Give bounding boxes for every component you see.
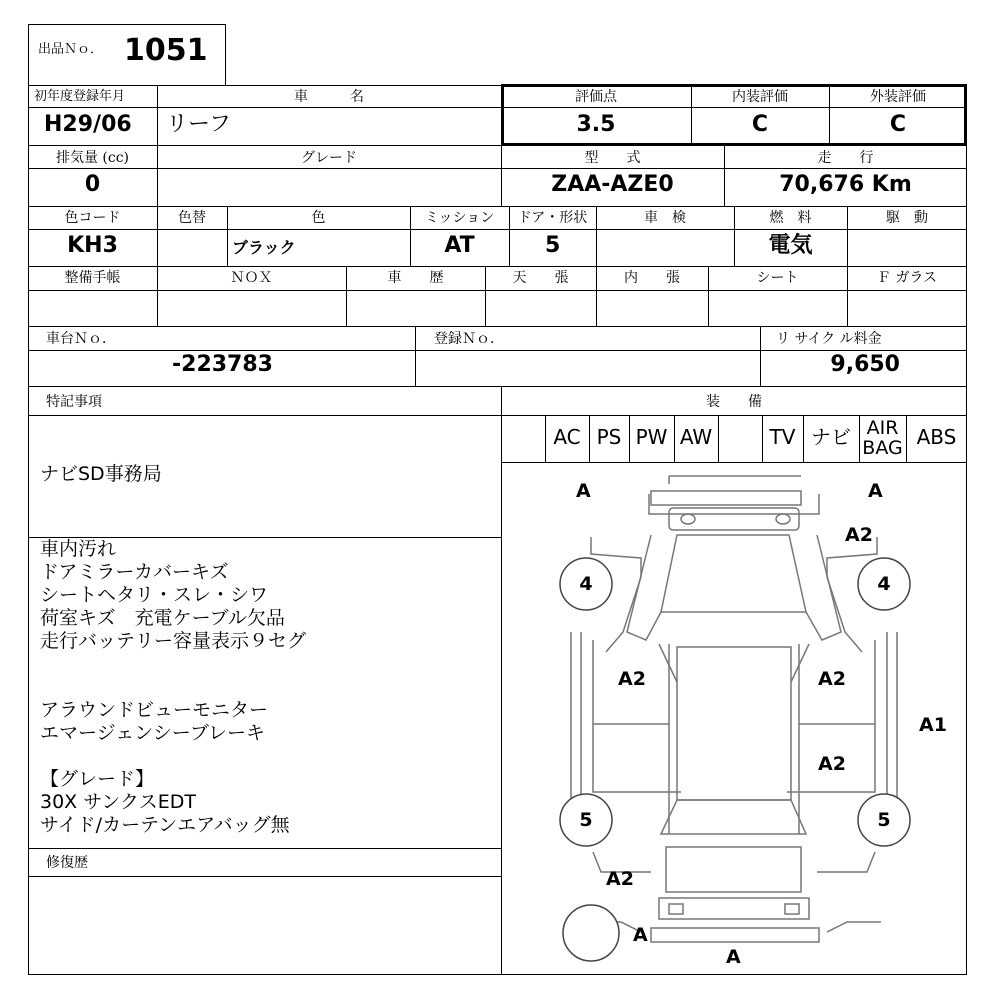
score-label: 評価点 [575, 89, 617, 105]
recycle-fee-label: リ サイク ル料金 [776, 331, 882, 347]
remark-line: 車内汚れ [40, 538, 117, 560]
damage-mark: A [576, 480, 591, 502]
remark-line: 荷室キズ 充電ケーブル欠品 [40, 607, 285, 629]
remark-line: 30X サンクスEDT [40, 791, 196, 813]
remarks-title: 特記事項 [46, 394, 102, 410]
equipment-item: TV [769, 425, 796, 449]
exterior-grade-value: C [889, 112, 907, 137]
model-label: 型 式 [584, 150, 641, 166]
damage-mark: A [868, 480, 883, 502]
displacement-value: 0 [84, 172, 101, 197]
door-shape-label: ドア・形状 [517, 210, 588, 226]
damage-mark: A2 [606, 868, 634, 890]
nox-label: ＮＯＸ [230, 270, 273, 286]
model-value: ZAA-AZE0 [551, 172, 674, 197]
sunroof-label: 天 張 [512, 270, 569, 286]
inspection-label: 車 検 [644, 210, 686, 226]
car-damage-diagram [501, 462, 967, 975]
damage-mark: A2 [845, 524, 873, 546]
door-shape-value: 5 [545, 233, 561, 258]
damage-mark: A2 [618, 668, 646, 690]
maintenance-record-label: 整備手帳 [64, 270, 121, 286]
equipment-item: ABS [916, 425, 957, 449]
first-registration-value: H29/06 [44, 112, 132, 137]
fuel-value: 電気 [768, 233, 813, 258]
color-value: ブラック [232, 238, 296, 257]
tire-front-left: 4 [579, 573, 593, 595]
seat-label: シート [756, 270, 799, 286]
remark-line: アラウンドビューモニター [40, 699, 269, 721]
equipment-item: ナビ [811, 425, 851, 449]
car-name-value: リーフ [166, 112, 231, 137]
damage-mark: A2 [818, 668, 846, 690]
tire-front-right: 4 [877, 573, 891, 595]
equipment-item: AC [553, 425, 581, 449]
color-code-value: KH3 [67, 233, 118, 258]
remark-line: 【グレード】 [40, 768, 155, 790]
drive-label: 駆 動 [886, 210, 928, 226]
mileage-value: 70,676 Km [779, 172, 912, 197]
remark-line: ドアミラーカバーキズ [40, 561, 229, 583]
equipment-title: 装 備 [706, 394, 762, 410]
front-glass-label: Ｆ ガラス [876, 270, 938, 286]
remark-line: サイド/カーテンエアバッグ無 [40, 814, 290, 836]
vehicle-history-label: 車 歴 [387, 270, 444, 286]
equipment-item: PS [596, 425, 622, 449]
color-label: 色 [311, 210, 326, 226]
lot-number-value: 1051 [124, 33, 208, 68]
first-registration-label: 初年度登録年月 [34, 89, 126, 104]
repaint-label: 色替 [178, 210, 206, 226]
mission-label: ミッション [424, 210, 495, 226]
registration-number-label: 登録Ｎｏ． [434, 331, 504, 347]
mission-value: AT [444, 233, 475, 258]
grade-label: グレード [301, 150, 357, 166]
recycle-fee-value: 9,650 [830, 352, 900, 377]
remarks-top-note: ナビSD事務局 [40, 463, 162, 485]
equipment-item: PW [635, 425, 668, 449]
remark-line: シートヘタリ・スレ・シワ [40, 584, 269, 606]
repair-history-label: 修復歴 [46, 855, 88, 871]
fuel-label: 燃 料 [769, 210, 812, 226]
interior-grade-label: 内装評価 [732, 89, 788, 105]
chassis-number-label: 車台Ｎｏ． [46, 331, 116, 347]
displacement-label: 排気量 (cc) [55, 150, 130, 166]
damage-mark: A [726, 946, 741, 968]
chassis-number-value: -223783 [172, 352, 273, 377]
headliner-label: 内 張 [624, 270, 680, 286]
exterior-grade-label: 外装評価 [870, 89, 926, 105]
color-code-label: 色コード [64, 210, 121, 226]
equipment-item: AW [679, 425, 713, 449]
interior-grade-value: C [751, 112, 769, 137]
remark-line: エマージェンシーブレーキ [40, 722, 266, 744]
damage-mark: A [633, 924, 648, 946]
lot-number-label: 出品Ｎｏ． [38, 42, 104, 57]
mileage-label: 走 行 [817, 150, 874, 166]
damage-mark: A2 [818, 753, 846, 775]
car-name-label: 車 名 [294, 89, 364, 105]
score-value: 3.5 [576, 112, 616, 137]
tire-rear-right: 5 [877, 809, 891, 831]
remark-line: 走行バッテリー容量表示９セグ [40, 630, 307, 652]
tire-rear-left: 5 [579, 809, 593, 831]
damage-mark: A1 [919, 714, 947, 736]
equipment-item: AIR BAG [862, 417, 903, 459]
